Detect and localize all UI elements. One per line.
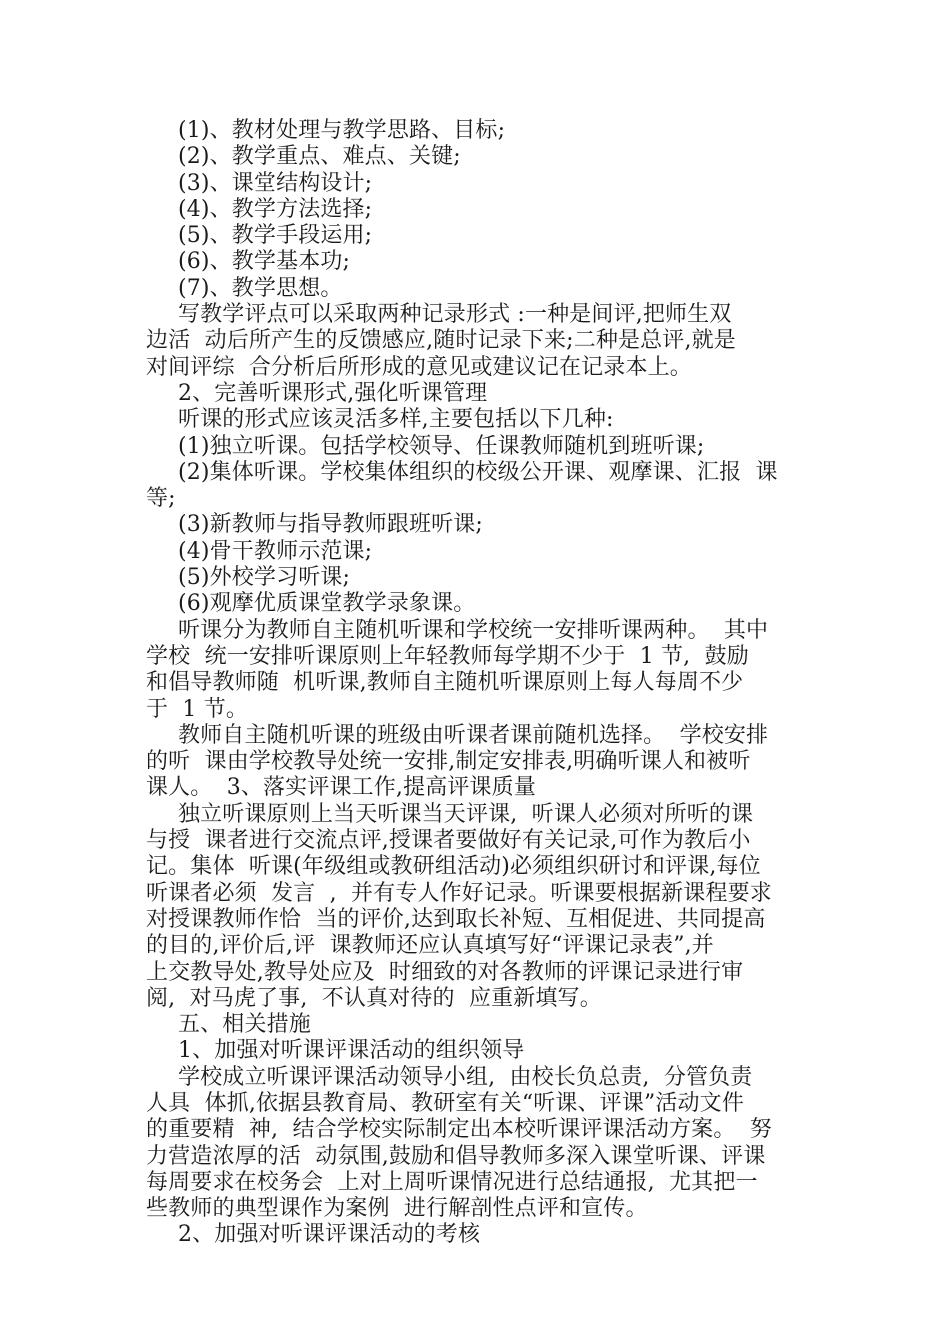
text-line: 力营造浓厚的活 动氛围,鼓励和倡导教师多深入课堂听课、评课 <box>146 1143 766 1169</box>
text-line: (1)、教材处理与教学思路、目标; <box>178 118 506 143</box>
text-line: 教师自主随机听课的班级由听课者课前随机选择。 学校安排 <box>178 722 769 748</box>
text-line: 阅, 对马虎了事, 不认真对待的 应重新填写。 <box>146 985 602 1011</box>
text-line: 上交教导处,教导处应及 时细致的对各教师的评课记录进行审 <box>146 959 744 985</box>
text-line: 的听 课由学校教导处统一安排,制定安排表,明确听课人和被听 <box>146 749 751 775</box>
text-line: (2)、教学重点、难点、关键; <box>178 144 461 170</box>
text-line: 对授课教师作恰 当的评价,达到取长补短、互相促进、共同提高 <box>146 906 766 932</box>
text-line: 与授 课者进行交流点评,授课者要做好有关记录,可作为教后小 <box>146 828 751 854</box>
text-line: (6)、教学基本功; <box>178 249 351 275</box>
text-line: (6)观摩优质课堂教学录象课。 <box>178 591 476 617</box>
text-line: 独立听课原则上当天听课当天评课, 听课人必须对所听的课 <box>178 801 754 827</box>
text-line: 听课的形式应该灵活多样,主要包括以下几种: <box>178 407 614 433</box>
text-line: 些教师的典型课作为案例 进行解剖性点评和宣传。 <box>146 1196 648 1222</box>
text-line: (7)、教学思想。 <box>178 275 343 301</box>
text-line: (4)、教学方法选择; <box>178 196 373 222</box>
text-line: 1、加强对听课评课活动的组织领导 <box>178 1038 525 1064</box>
text-line: 于 1 节。 <box>146 696 249 722</box>
text-line: (4)骨干教师示范课; <box>178 538 373 564</box>
text-line: 人具 体抓,依据县教育局、教研室有关“听课、评课”活动文件 <box>146 1090 744 1116</box>
text-line: 每周要求在校务会 上对上周听课情况进行总结通报, 尤其把一 <box>146 1169 758 1195</box>
text-line: 听课者必须 发言 , 并有专人作好记录。听课要根据新课程要求 <box>146 880 772 906</box>
text-line: (2)集体听课。学校集体组织的校级公开课、观摩课、汇报 课 <box>178 459 778 485</box>
text-line: (1)独立听课。包括学校领导、任课教师随机到班听课; <box>178 433 705 459</box>
text-line: 课人。 3、落实评课工作,提高评课质量 <box>146 775 536 801</box>
text-line: 听课分为教师自主随机听课和学校统一安排听课两种。 其中 <box>178 617 769 643</box>
text-line: 对间评综 合分析后所形成的意见或建议记在记录本上。 <box>146 354 692 380</box>
text-line: 的目的,评价后,评 课教师还应认真填写好“评课记录表”,并 <box>146 933 714 959</box>
text-line: (5)、教学手段运用; <box>178 223 373 249</box>
text-line: 写教学评点可以采取两种记录形式 :一种是间评,把师生双 <box>178 302 732 328</box>
text-line: (3)新教师与指导教师跟班听课; <box>178 512 483 538</box>
text-line: 2、加强对听课评课活动的考核 <box>178 1222 481 1248</box>
text-line: (5)外校学习听课; <box>178 565 351 591</box>
text-line: 2、完善听课形式,强化听课管理 <box>178 380 488 406</box>
text-line: (3)、课堂结构设计; <box>178 170 373 196</box>
document-body <box>146 118 810 1249</box>
text-line: 五、相关措施 <box>178 1012 311 1038</box>
text-line: 等; <box>146 486 176 512</box>
text-line: 边活 动后所产生的反馈感应,随时记录下来;二种是总评,就是 <box>146 328 736 354</box>
text-line: 和倡导教师随 机听课,教师自主随机听课原则上每人每周不少 <box>146 670 744 696</box>
text-line: 学校 统一安排听课原则上年轻教师每学期不少于 1 节, 鼓励 <box>146 643 749 669</box>
text-line: 学校成立听课评课活动领导小组, 由校长负总责, 分管负责 <box>178 1064 753 1090</box>
text-line: 记。集体 听课(年级组或教研组活动)必须组织研讨和评课,每位 <box>146 854 761 880</box>
text-line: 的重要精 神, 结合学校实际制定出本校听课评课活动方案。 努 <box>146 1117 772 1143</box>
